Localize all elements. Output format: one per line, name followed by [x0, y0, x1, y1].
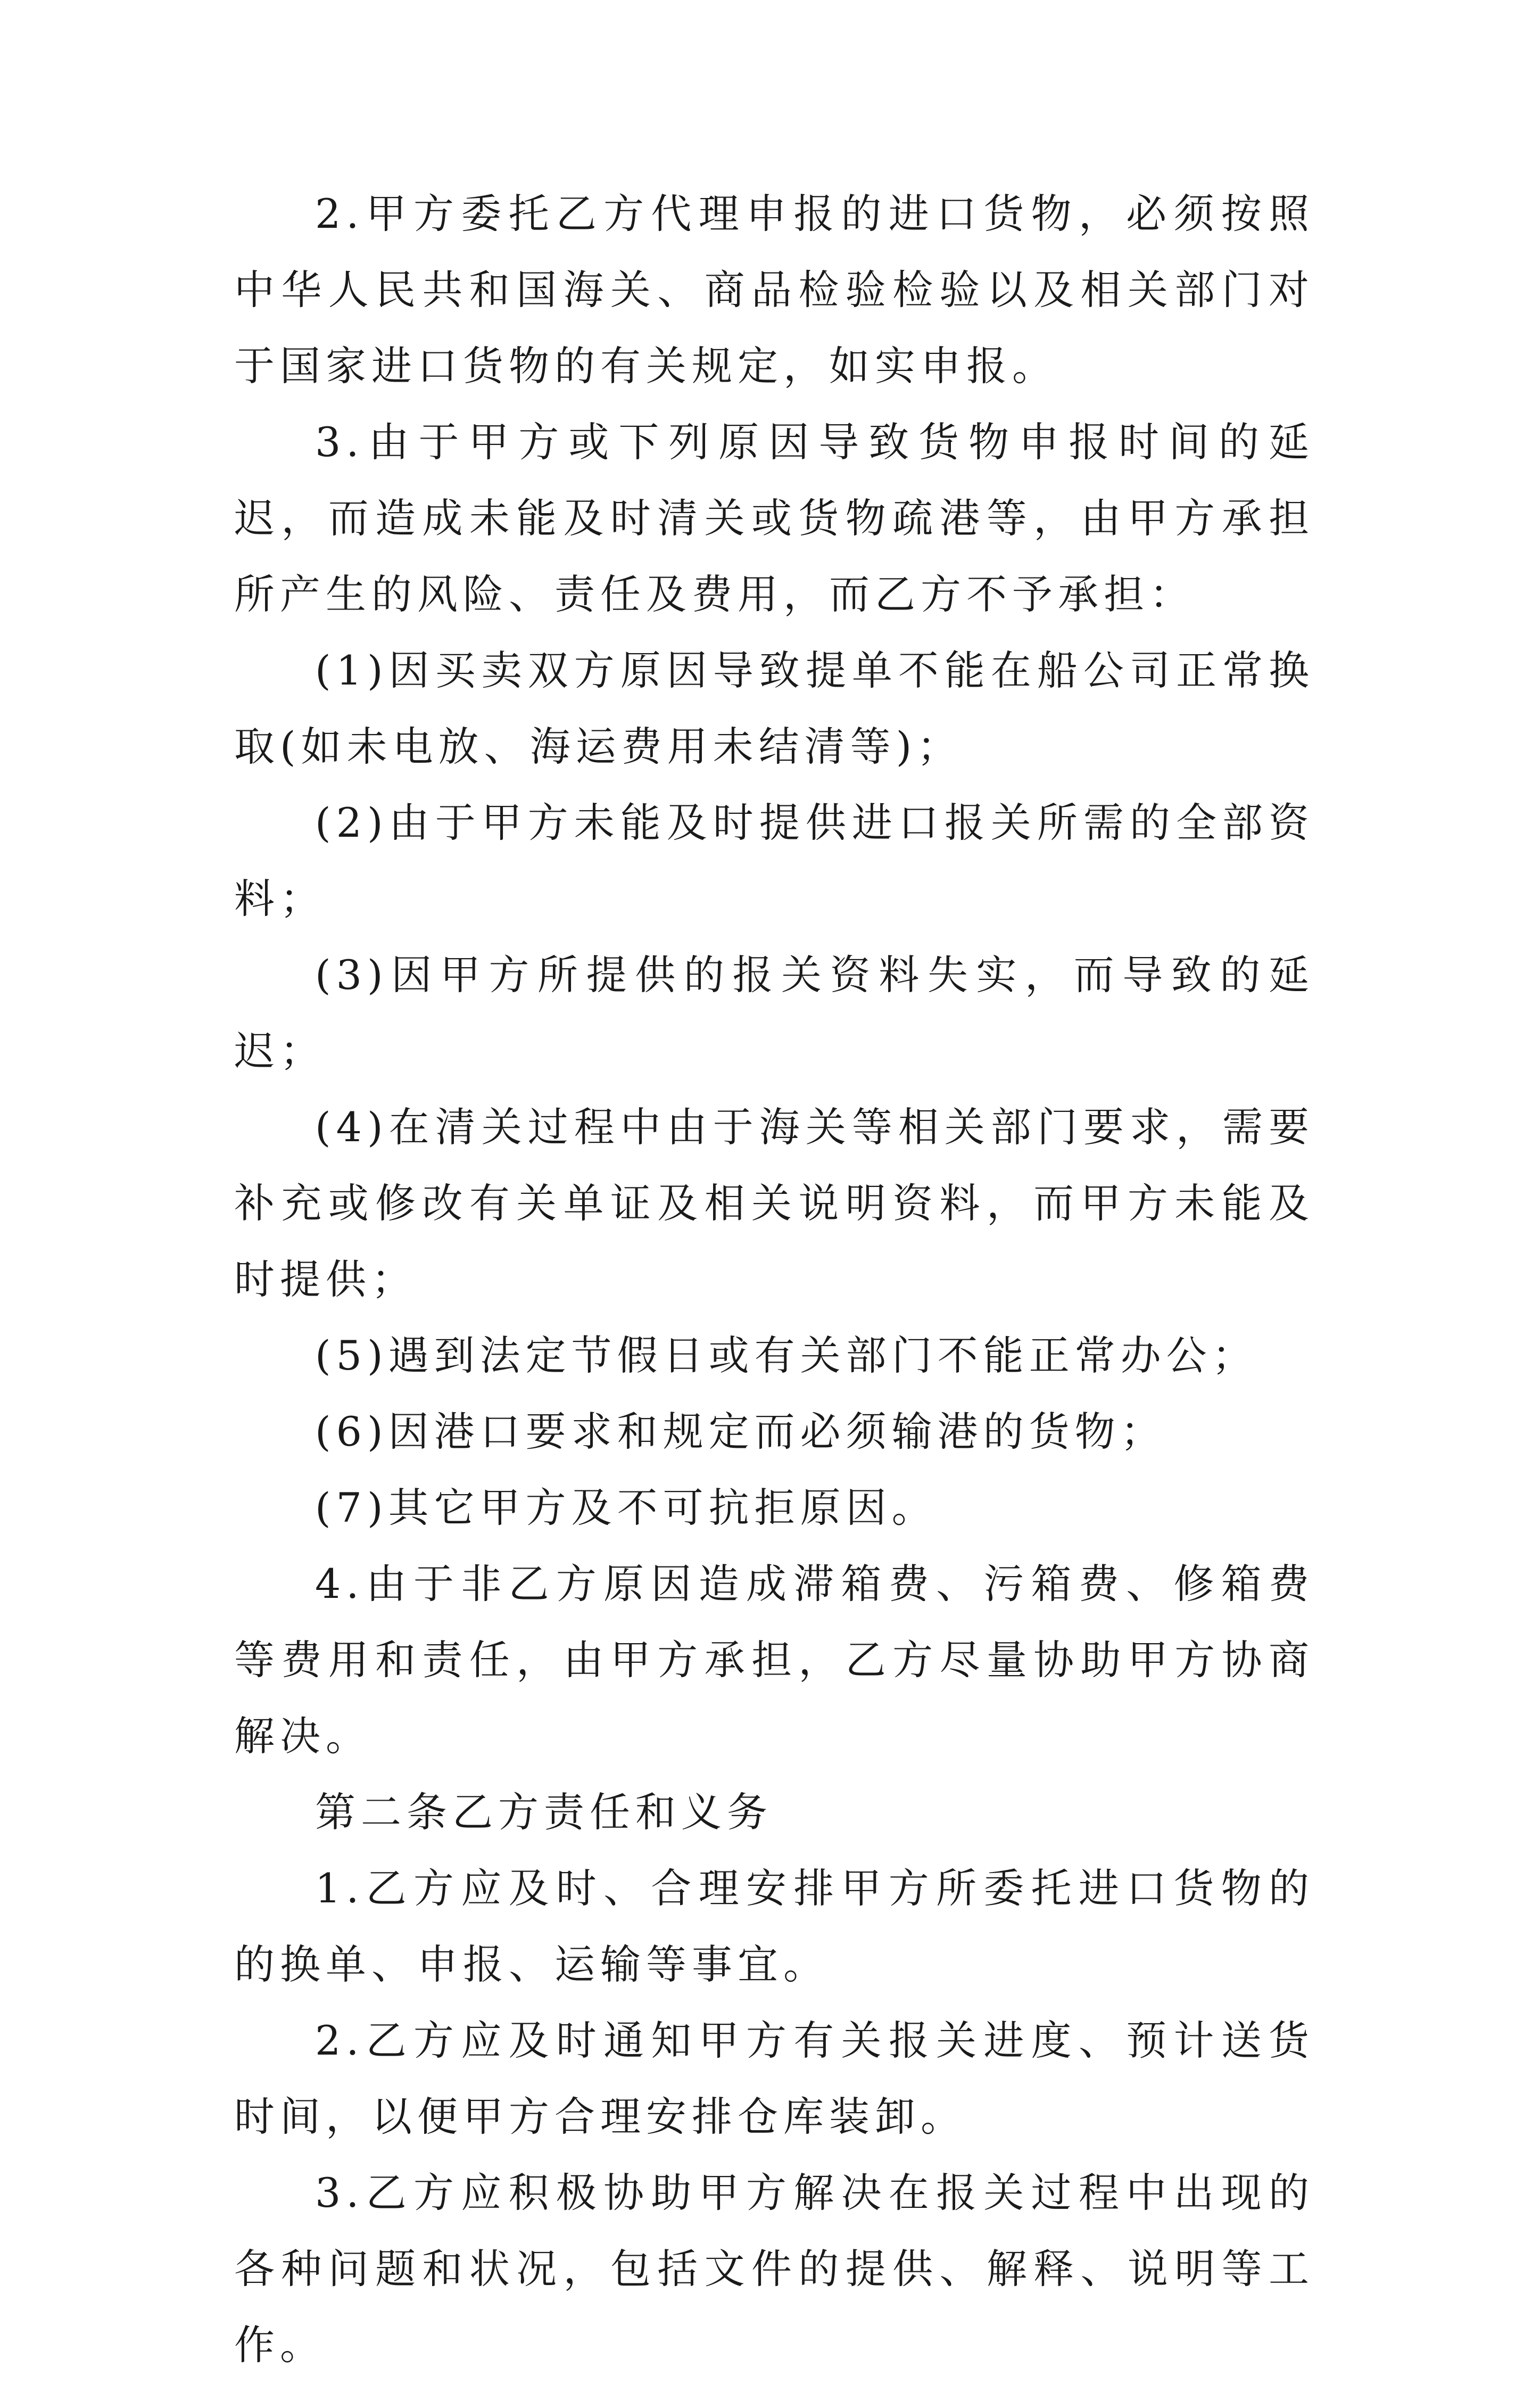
- paragraph-item-2: (2)由于甲方未能及时提供进口报关所需的全部资料；: [234, 799, 1314, 922]
- paragraph-clause-4: 4.由于非乙方原因造成滞箱费、污箱费、修箱费等费用和责任，由甲方承担，乙方尽量协助甲方协商解决。: [234, 1560, 1314, 1760]
- paragraph-item-5: (5)遇到法定节假日或有关部门不能正常办公；: [315, 1332, 1258, 1379]
- paragraph-item-7: (7)其它甲方及不可抗拒原因。: [315, 1484, 938, 1531]
- paragraph-item-4: (4)在清关过程中由于海关等相关部门要求，需要补充或修改有关单证及相关说明资料，而甲方未能及时提供；: [234, 1103, 1314, 1303]
- paragraph-item-1: (1)因买卖双方原因导致提单不能在船公司正常换取(如未电放、海运费用未结清等)；: [234, 647, 1314, 770]
- paragraph-clause-2: 2.甲方委托乙方代理申报的进口货物，必须按照中华人民共和国海关、商品检验检验以及相关部门对于国家进口货物的有关规定，如实申报。: [234, 190, 1314, 390]
- paragraph-item-6: (6)因港口要求和规定而必须输港的货物；: [315, 1408, 1166, 1455]
- paragraph-party-b-1: 1.乙方应及时、合理安排甲方所委托进口货物的的换单、申报、运输等事宜。: [234, 1865, 1314, 1988]
- paragraph-clause-3: 3.由于甲方或下列原因导致货物申报时间的延迟，而造成未能及时清关或货物疏港等，由甲方承担所产生的风险、责任及费用，而乙方不予承担：: [234, 418, 1314, 618]
- paragraph-item-3: (3)因甲方所提供的报关资料失实，而导致的延迟；: [234, 951, 1314, 1075]
- document-body: [234, 176, 1314, 2383]
- paragraph-party-b-2: 2.乙方应及时通知甲方有关报关进度、预计送货时间，以便甲方合理安排仓库装卸。: [234, 2017, 1314, 2140]
- paragraph-party-b-3: 3.乙方应积极协助甲方解决在报关过程中出现的各种问题和状况，包括文件的提供、解释、说明等工作。: [234, 2169, 1314, 2369]
- section-heading-article-2: 第二条乙方责任和义务: [315, 1788, 773, 1836]
